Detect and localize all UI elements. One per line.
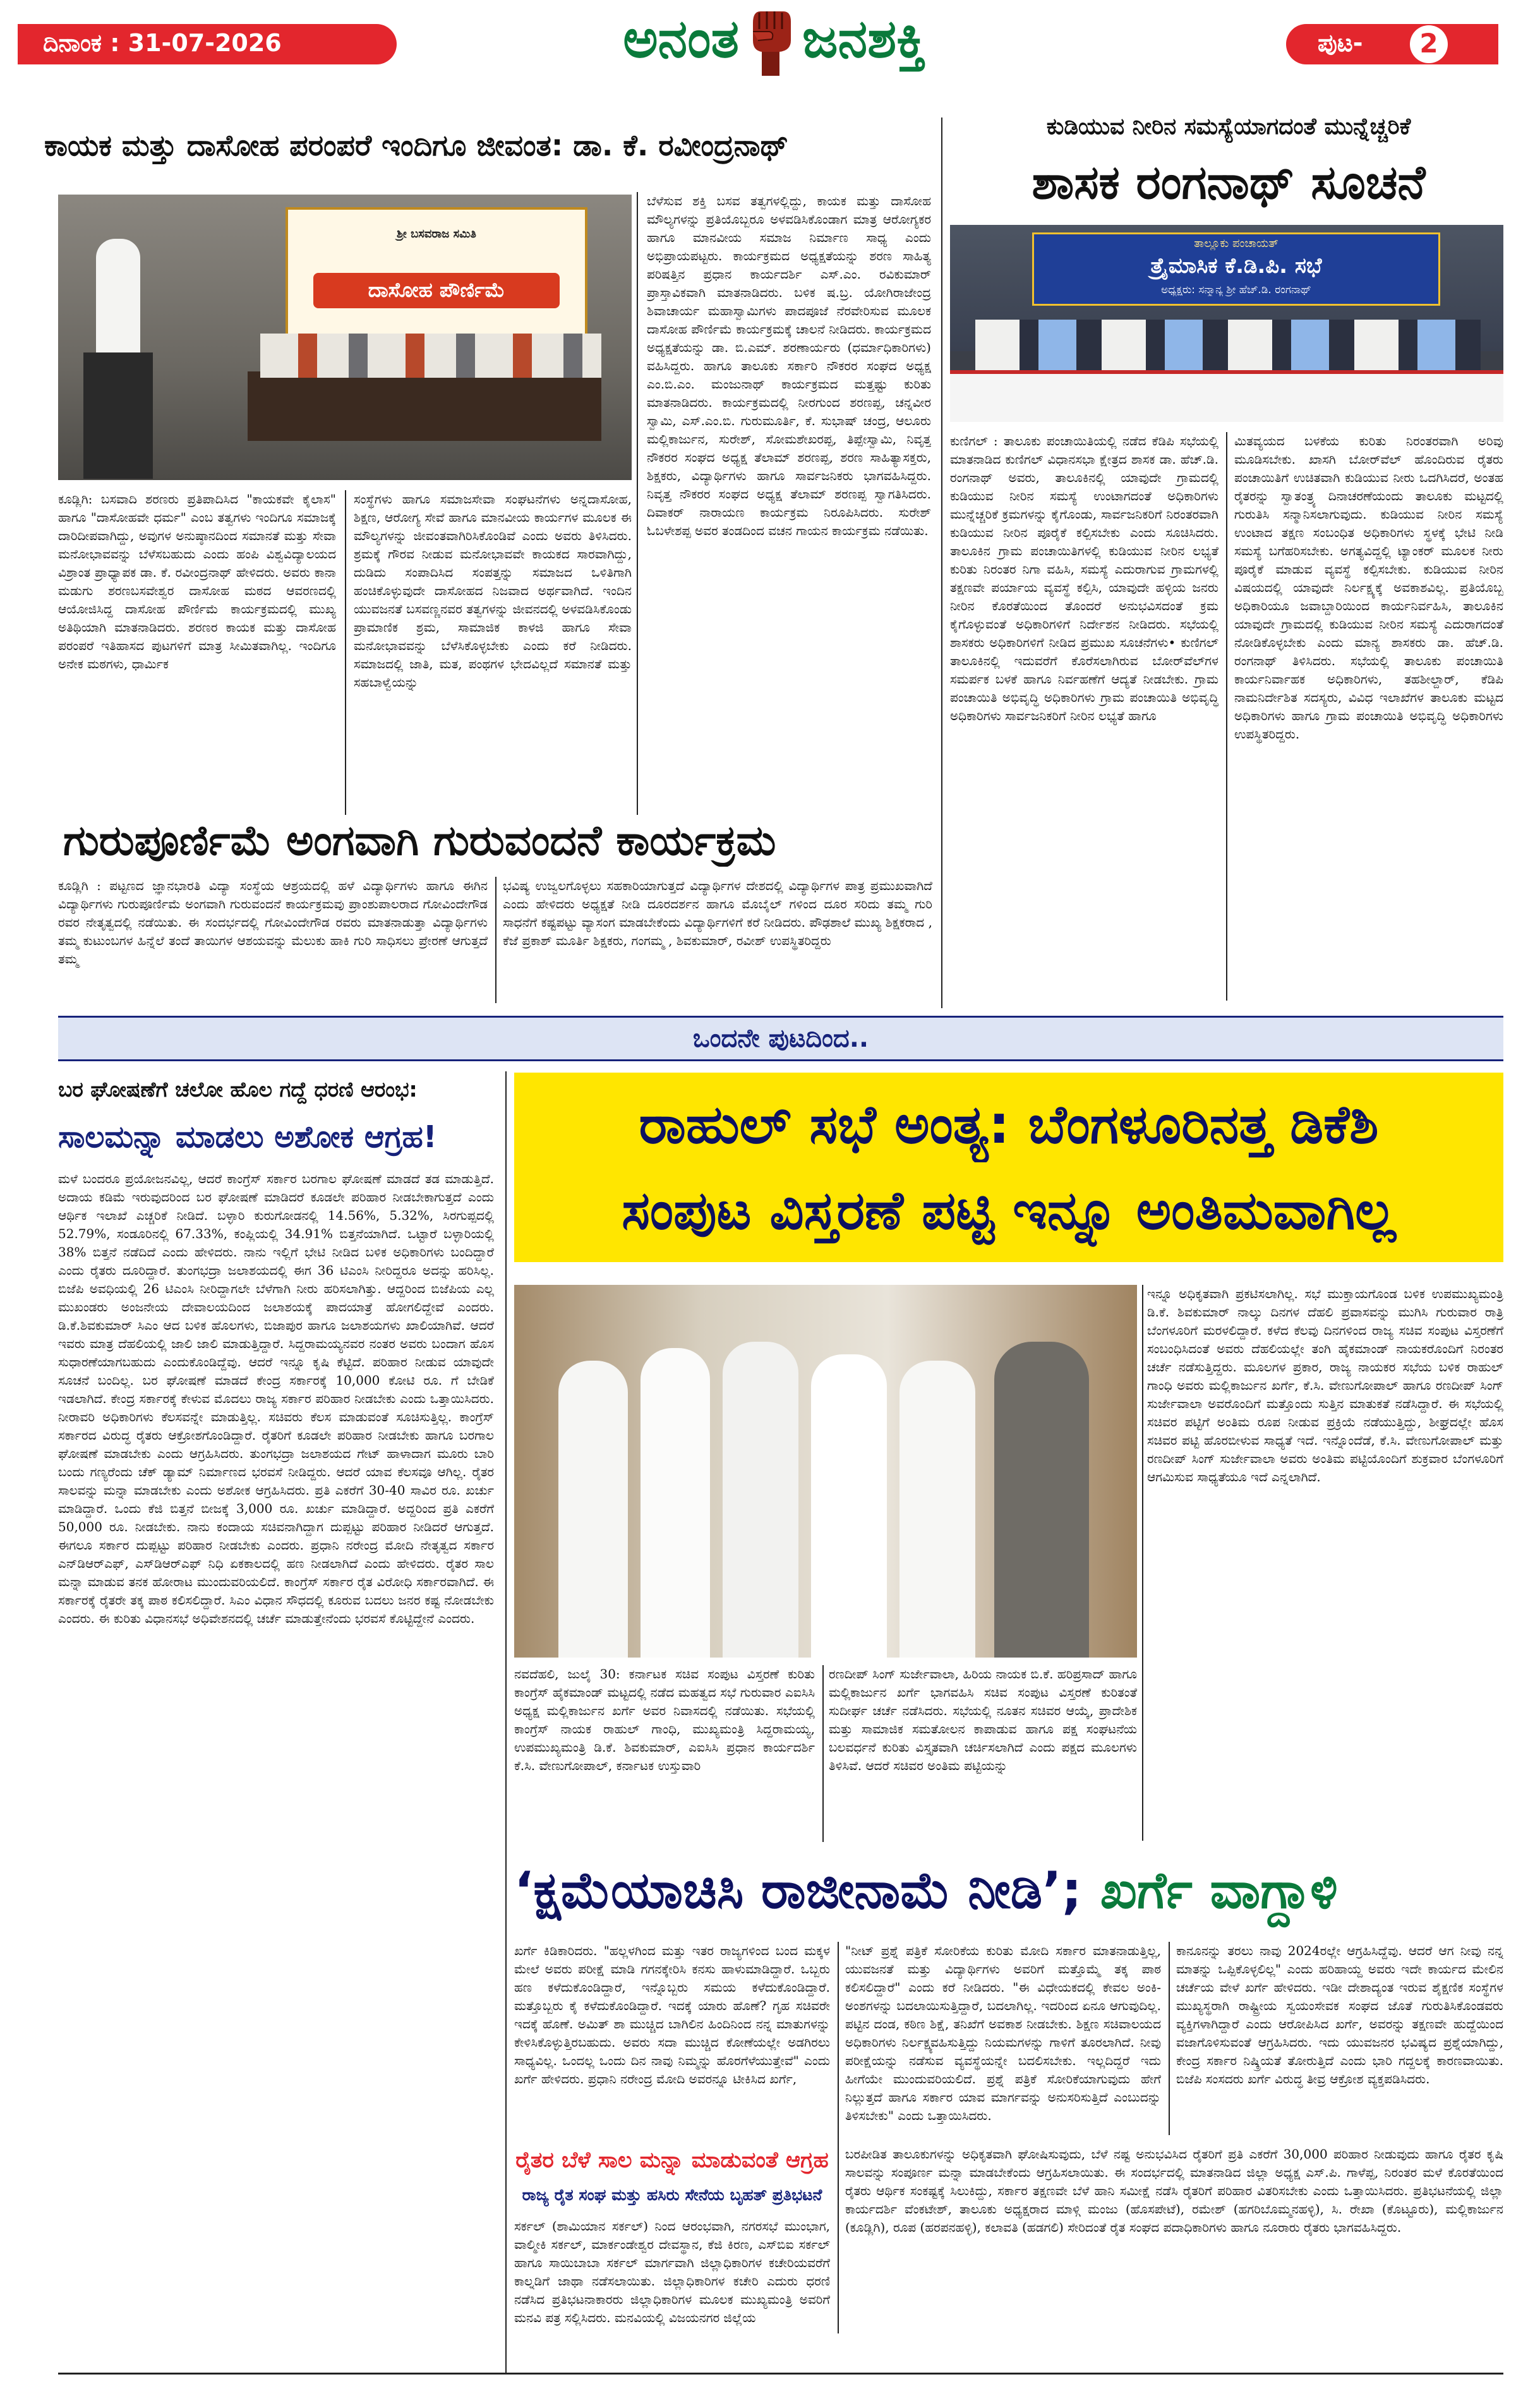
photo-officials [975,320,1481,370]
column-rule [345,490,346,844]
page-number-bar [1286,24,1498,64]
story3-headline: ಶಾಸಕ ರಂಗನಾಥ್ ಸೂಚನೆ [1032,155,1426,210]
logo-left-word: ಅನಂತ [623,8,739,69]
logo [524,4,1017,77]
story6-column-c: ಕಾನೂನನ್ನು ತರಲು ನಾವು 2024ರಲ್ಲೇ ಆಗ್ರಹಿಸಿದ್ದೆವು. ಆದರೆ ಆಗ ನೀವು ನನ್ನ ಮಾತನ್ನು ಒಪ್ಪಿಕೊಳ್ಳಲಿಲ್ಲ" ಎಂದು ಹರಿಹಾಯ್ದ ಅವರು ಇದೇ ಕಾರ್ಯದ ಮೇಲಿನ ಚರ್ಚೆಯ ವೇಳೆ ಖರ್ಗೆ ಹೇಳಿದರು. ಇಡೀ ದೇಶಾದ್ಯಂತ ಇರುವ ಶೈಕ್ಷಣಿಕ ಸಂಸ್ಥೆಗಳ ಮುಖ್ಯಸ್ಥರಾಗಿ ರಾಷ್ಟ್ರೀಯ ಸ್ವಯಂಸೇವಕ ಸಂಘದ ಜೊತೆ ಗುರುತಿಸಿಕೊಂಡವರು ವ್ಯಕ್ತಿಗಳಾಗಿದ್ದಾರೆ ಎಂದು ಆರೋಪಿಸಿದ ಖರ್ಗೆ, ಅವರನ್ನು ತಕ್ಷಣವೇ ಹುದ್ದೆಯಿಂದ ವಜಾಗೊಳಿಸುವಂತೆ ಆಗ್ರಹಿಸಿದರು. ಇದು ಯುವಜನರ ಭವಿಷ್ಯದ ಪ್ರಶ್ನೆಯಾಗಿದ್ದು, ಕೇಂದ್ರ ಸರ್ಕಾರ ನಿಷ್ಕ್ರಿಯತೆ ತೋರುತ್ತಿದೆ ಎಂದು ಭಾರಿ ಗದ್ದಲಕ್ಕೆ ಕಾರಣವಾಯಿತು. ಬಿಜೆಪಿ ಸಂಸದರು ಖರ್ಗೆ ವಿರುದ್ಧ ತೀವ್ರ ಆಕ್ರೋಶ ವ್ಯಕ್ತಪಡಿಸಿದರು. [1176,1943,1503,2086]
story1-photo [58,195,632,480]
story3-column-a: ಕುಣಿಗಲ್ : ತಾಲೂಕು ಪಂಚಾಯಿತಿಯಲ್ಲಿ ನಡೆದ ಕೆಡಿಪಿ ಸಭೆಯಲ್ಲಿ ಮಾತನಾಡಿದ ಕುಣಿಗಲ್ ವಿಧಾನಸಭಾ ಕ್ಷೇತ್ರದ ಶಾಸಕ ಡಾ. ಹೆಚ್.ಡಿ. ರಂಗನಾಥ್ ಅವರು, ತಾಲೂಕಿನಲ್ಲಿ ಯಾವುದೇ ಗ್ರಾಮದಲ್ಲಿ ಕುಡಿಯುವ ನೀರಿನ ಸಮಸ್ಯೆ ಉಂಟಾಗದಂತೆ ಅಧಿಕಾರಿಗಳು ಮುನ್ನೆಚ್ಚರಿಕೆ ಕ್ರಮಗಳನ್ನು ಕೈಗೊಂಡು, ಸಾರ್ವಜನಿಕರಿಗೆ ನಿರಂತರವಾಗಿ ಕುಡಿಯುವ ನೀರಿನ ಪೂರೈಕೆ ಕಲ್ಪಿಸಬೇಕು ಎಂದು ಸೂಚಿಸಿದರು. ತಾಲೂಕಿನ ಗ್ರಾಮ ಪಂಚಾಯಿತಿಗಳಲ್ಲಿ ಕುಡಿಯುವ ನೀರಿನ ಲಭ್ಯತೆ ಕುರಿತು ನಿರಂತರ ನಿಗಾ ವಹಿಸಿ, ಸಮಸ್ಯೆ ಎದುರಾಗುವ ಗ್ರಾಮಗಳಲ್ಲಿ ತಕ್ಷಣವೇ ಪರ್ಯಾಯ ವ್ಯವಸ್ಥೆ ಕಲ್ಪಿಸಿ, ಯಾವುದೇ ಹಳ್ಳಿಯ ಜನರು ನೀರಿನ ಕೊರತೆಯಿಂದ ತೊಂದರೆ ಅನುಭವಿಸದಂತೆ ಕ್ರಮ ಕೈಗೊಳ್ಳುವಂತೆ ಅಧಿಕಾರಿಗಳಿಗೆ ನಿರ್ದೇಶನ ನೀಡಿದರು. ಸಭೆಯಲ್ಲಿ ಶಾಸಕರು ಅಧಿಕಾರಿಗಳಿಗೆ ನೀಡಿದ ಪ್ರಮುಖ ಸೂಚನೆಗಳು• ಕುಣಿಗಲ್ ತಾಲೂಕಿನಲ್ಲಿ ಇದುವರೆಗೆ ಕೊರೆಸಲಾಗಿರುವ ಬೋರ್‌ವೆಲ್‌ಗಳ ಸಮರ್ಪಕ ಬಳಕೆ ಹಾಗೂ ನಿರ್ವಹಣೆಗೆ ಆದ್ಯತೆ ನೀಡಬೇಕು. ಗ್ರಾಮ ಪಂಚಾಯಿತಿ ಅಭಿವೃದ್ಧಿ ಅಧಿಕಾರಿಗಳು ಗ್ರಾಮ ಪಂಚಾಯಿತಿ ಅಭಿವೃದ್ಧಿ ಅಧಿಕಾರಿಗಳು ಸಾರ್ವಜನಿಕರಿಗೆ ನೀರಿನ ಲಭ್ಯತೆ ಹಾಗೂ [950,433,1218,723]
photo-banner-main-text: ದಾಸೋಹ ಪೌರ್ಣಿಮೆ [368,278,505,302]
photo-leader-3 [723,1342,798,1658]
date-bar [18,24,397,64]
story5-headline-line1: ರಾಹುಲ್ ಸಭೆ ಅಂತ್ಯ: ಬೆಂಗಳೂರಿನತ್ತ ಡಿಕೆಶಿ [639,1093,1379,1155]
story4-headline: ಸಾಲಮನ್ನಾ ಮಾಡಲು ಅಶೋಕ ಆಗ್ರಹ! [58,1119,437,1155]
story7-column-a: ಸರ್ಕಲ್ (ಶಾಮಿಯಾನ ಸರ್ಕಲ್) ನಿಂದ ಆರಂಭವಾಗಿ, ನಗರಸಭೆ ಮುಂಭಾಗ, ವಾಲ್ಮೀಕಿ ಸರ್ಕಲ್, ಮಾರ್ಕಂಡೇಶ್ವರ ದೇವಸ್ಥಾನ, ಕೆಜಿ ಕಿರಣ, ಎಸ್‌ಬಿಐ ಸರ್ಕಲ್ ಹಾಗೂ ಸಾಯಿಬಾಬಾ ಸರ್ಕಲ್ ಮಾರ್ಗವಾಗಿ ಜಿಲ್ಲಾಧಿಕಾರಿಗಳ ಕಚೇರಿಯವರೆಗೆ ಕಾಲ್ನಡಿಗೆ ಜಾಥಾ ನಡೆಸಲಾಯಿತು. ಜಿಲ್ಲಾಧಿಕಾರಿಗಳ ಕಚೇರಿ ಎದುರು ಧರಣಿ ನಡೆಸಿದ ಪ್ರತಿಭಟನಾಕಾರರು ಜಿಲ್ಲಾಧಿಕಾರಿಗಳ ಮೂಲಕ ಮುಖ್ಯಮಂತ್ರಿ ಅವರಿಗೆ ಮನವಿ ಪತ್ರ ಸಲ್ಲಿಸಿದರು. ಮನವಿಯಲ್ಲಿ ವಿಜಯನಗರ ಜಿಲ್ಲೆಯ [514,2218,830,2325]
masthead [0,0,1516,80]
story2-headline: ಗುರುಪೂರ್ಣಿಮೆ ಅಂಗವಾಗಿ ಗುರುವಂದನೆ ಕಾರ್ಯಕ್ರಮ [63,815,935,867]
page-number: 2 [1419,28,1438,59]
page-bottom-rule [58,2373,1503,2375]
section-rule [941,117,942,1008]
photo-stage-backdrop [286,207,587,339]
column-rule [1169,1942,1170,2135]
photo-kdp-banner-top: ತಾಲ್ಲೂಕು ಪಂಚಾಯತ್ [1194,237,1278,250]
column-rule [1226,432,1227,1001]
column-rule [1142,1285,1143,1841]
page-number-circle [1410,25,1448,63]
story6-headline [514,1850,1503,1932]
section-rule [505,1071,507,2373]
continuation-banner-text: ಒಂದನೇ ಪುಟದಿಂದ.. [692,1024,869,1053]
photo-leader-6 [994,1342,1089,1658]
story6-headline-rest: ಖರ್ಗೆ ವಾಗ್ದಾಳಿ [1100,1861,1338,1920]
column-rule [822,1665,824,1842]
column-rule [495,877,496,1003]
story4-body: ಮಳೆ ಬಂದರೂ ಪ್ರಯೋಜನವಿಲ್ಲ, ಆದರೆ ಕಾಂಗ್ರೆಸ್ ಸರ್ಕಾರ ಬರಗಾಲ ಘೋಷಣೆ ಮಾಡದೆ ತಡ ಮಾಡುತ್ತಿದೆ. ಅದಾಯ ಕಡಿಮೆ ಇರುವುದರಿಂದ ಬರ ಘೋಷಣೆ ಮಾಡಿದರೆ ಕೂಡಲೇ ಪರಿಹಾರ ನೀಡಬೇಕಾಗುತ್ತದೆ ಎಂದು ಆರ್ಥಿಕ ಇಲಾಖೆ ಎಚ್ಚರಿಕೆ ನೀಡಿದೆ. ಬಳ್ಳಾರಿ ಕುರುಗೋಡನಲ್ಲಿ 14.56%, 5.32%, ಸಿರಗುಪ್ಪದಲ್ಲಿ 52.79%, ಸಂಡೂರಿನಲ್ಲಿ 67.33%, ಕಂಪ್ಲಿಯಲ್ಲಿ 34.91% ಬಿತ್ತನೆಯಾಗಿದೆ. ಒಟ್ಟಾರೆ ಬಳ್ಳಾರಿಯಲ್ಲಿ 38% ಬಿತ್ತನೆ ನಡೆದಿದೆ ಎಂದು ಹೇಳಿದರು. ನಾನು ಇಲ್ಲಿಗೆ ಭೇಟಿ ನೀಡಿದ ಬಳಿಕ ಅಧಿಕಾರಿಗಳು ಬಂದಿದ್ದಾರೆ ಎಂದು ರೈತರು ದೂರಿದ್ದಾರೆ. ತುಂಗಭದ್ರಾ ಜಲಾಶಯದಲ್ಲಿ ಈಗ 36 ಟಿಎಂಸಿ ನೀರಿದ್ದರೂ ಅದನ್ನು ಹರಿಸಿಲ್ಲ. ಬಿಜೆಪಿ ಅವಧಿಯಲ್ಲಿ 26 ಟಿಎಂಸಿ ನೀರಿದ್ದಾಗಲೇ ಬೆಳೆಗಾಗಿ ನೀರು ಹರಿಸಲಾಗಿತ್ತು. ಆದ್ದರಿಂದ ಬಿಜೆಪಿಯ ಎಲ್ಲ ಮುಖಂಡರು ಅಂಜನೇಯ ದೇವಾಲಯದಿಂದ ಜಲಾಶಯಕ್ಕೆ ಪಾದಯಾತ್ರೆ ಹೋಗಲಿದ್ದೇವೆ ಎಂದರು. ಡಿ.ಕೆ.ಶಿವಕುಮಾರ್ ಸಿಎಂ ಆದ ಬಳಿಕ ಹೊಲಗಳು, ಬಿಜಾಪುರ ಹಾಗೂ ಜಲಾಶಯಗಳು ಖಾಲಿಯಾಗಿವೆ. ಆದರೆ ಇವರು ಮಾತ್ರ ದೆಹಲಿಯಲ್ಲಿ ಜಾಲಿ ಜಾಲಿ ಮಾಡುತ್ತಿದ್ದಾರೆ. ಸಿದ್ದರಾಮಯ್ಯನವರ ನಂತರ ಅವರು ಬಂದಾಗ ಹೊಸ ಸುಧಾರಣೆಯಾಗಬಹುದು ಎಂದುಕೊಂಡಿದ್ದೆವು. ಆದರೆ ಇನ್ನೂ ಕೃಷಿ ಕೆಟ್ಟಿದೆ. ಪರಿಹಾರ ನೀಡುವ ಯಾವುದೇ ಸೂಚನೆ ಬಂದಿಲ್ಲ. ಬರ ಘೋಷಣೆ ಮಾಡದೆ ಕೇಂದ್ರ ಸರ್ಕಾರಕ್ಕೆ 10,000 ಕೋಟಿ ರೂ. ಗೆ ಬೇಡಿಕೆ ಇಡಲಾಗಿದೆ. ಕೇಂದ್ರ ಸರ್ಕಾರಕ್ಕೆ ಕೇಳುವ ಮೊದಲು ರಾಜ್ಯ ಸರ್ಕಾರ ಪರಿಹಾರ ನೀಡಬೇಕು ಎಂದು ಒತ್ತಾಯಿಸಿದರು. ನೀರಾವರಿ ಅಧಿಕಾರಿಗಳು ಕೆಲಸವನ್ನೇ ಮಾಡುತ್ತಿಲ್ಲ. ಸಚಿವರು ಕೆಲಸ ಮಾಡುವಂತೆ ಸೂಚಿಸುತ್ತಿಲ್ಲ. ಕಾಂಗ್ರೆಸ್ ಸರ್ಕಾರದ ವಿರುದ್ಧ ರೈತರು ಆಕ್ರೋಶಗೊಂಡಿದ್ದಾರೆ. ರೈತರಿಗೆ ಕೂಡಲೇ ಪರಿಹಾರ ನೀಡಬೇಕು ಹಾಗೂ ಬರಗಾಲ ಘೋಷಣೆ ಮಾಡಬೇಕು ಎಂದು ಆಗ್ರಹಿಸಿದರು. ತುಂಗಭದ್ರಾ ಜಲಾಶಯದ ಗೇಟ್ ಹಾಳಾದಾಗ ಮೂರು ಬಾರಿ ಬಂದು ಗಣ್ಯರೆಂದು ಚೆಕ್ ಡ್ಯಾಮ್ ನಿರ್ಮಾಣದ ಭರವಸೆ ನೀಡಿದ್ದರು. ಆದರೆ ಯಾವ ಕೆಲಸವೂ ಆಗಿಲ್ಲ. ರೈತರ ಸಾಲವನ್ನು ಮನ್ನಾ ಮಾಡಬೇಕು ಎಂದು ಅಶೋಕ ಆಗ್ರಹಿಸಿದರು. ಪ್ರತಿ ಎಕರೆಗೆ 30-40 ಸಾವಿರ ರೂ. ಖರ್ಚು ಮಾಡಿದ್ದಾರೆ. ಒಂದು ಕೆಜಿ ಬಿತ್ತನೆ ಬೀಜಕ್ಕೆ 3,000 ರೂ. ಖರ್ಚು ಮಾಡಿದ್ದಾರೆ. ಅದ್ದರಿಂದ ಪ್ರತಿ ಎಕರೆಗೆ 50,000 ರೂ. ನೀಡಬೇಕು. ನಾನು ಕಂದಾಯ ಸಚಿವನಾಗಿದ್ದಾಗ ದುಪ್ಪಟ್ಟು ಪರಿಹಾರ ನೀಡಿದರೆ ಆಗುತ್ತದೆ. ಈಗಲೂ ಸರ್ಕಾರ ದುಪ್ಪಟ್ಟು ಪರಿಹಾರ ನೀಡಬೇಕು ಎಂದರು. ಪ್ರಧಾನಿ ನರೇಂದ್ರ ಮೋದಿ ನೇತೃತ್ವದ ಸರ್ಕಾರ ಎನ್‌ಡಿಆರ್‌ಎಫ್, ಎಸ್‌ಡಿಆರ್‌ಎಫ್ ನಿಧಿ ಏಕಕಾಲದಲ್ಲಿ ಹಣ ನೀಡಲಾಗಿದೆ ಎಂದು ಹೇಳಿದರು. ರೈತರ ಸಾಲ ಮನ್ನಾ ಮಾಡುವ ತನಕ ಹೋರಾಟ ಮುಂದುವರಿಯಲಿದೆ. ಕಾಂಗ್ರೆಸ್ ಸರ್ಕಾರ ರೈತ ವಿರೋಧಿ ಸರ್ಕಾರವಾಗಿದೆ. ಈ ಸರ್ಕಾರಕ್ಕೆ ರೈತರೇ ತಕ್ಕ ಪಾಠ ಕಲಿಸಲಿದ್ದಾರೆ. ಸಿಎಂ ವಿಧಾನ ಸೌಧದಲ್ಲಿ ಕೂರುವ ಬದಲು ಜನರ ಕಷ್ಟ ನೋಡಬೇಕು ಎಂದರು. ಈ ಕುರಿತು ವಿಧಾನಸಭೆ ಅಧಿವೇಶನದಲ್ಲಿ ಚರ್ಚೆ ಮಾಡುತ್ತೇನೆಂದು ಭರವಸೆ ಕೊಟ್ಟಿದ್ದೇನೆ ಎಂದರು. [58,1171,494,1626]
story5-column-a: ನವದೆಹಲಿ, ಜುಲೈ 30: ಕರ್ನಾಟಕ ಸಚಿವ ಸಂಪುಟ ವಿಸ್ತರಣೆ ಕುರಿತು ಕಾಂಗ್ರೆಸ್ ಹೈಕಮಾಂಡ್ ಮಟ್ಟದಲ್ಲಿ ನಡೆದ ಮಹತ್ವದ ಸಭೆ ಗುರುವಾರ ಎಐಸಿಸಿ ಅಧ್ಯಕ್ಷ ಮಲ್ಲಿಕಾರ್ಜುನ ಖರ್ಗೆ ಅವರ ನಿವಾಸದಲ್ಲಿ ನಡೆಯಿತು. ಸಭೆಯಲ್ಲಿ ಕಾಂಗ್ರೆಸ್ ನಾಯಕ ರಾಹುಲ್ ಗಾಂಧಿ, ಮುಖ್ಯಮಂತ್ರಿ ಸಿದ್ದರಾಮಯ್ಯ, ಉಪಮುಖ್ಯಮಂತ್ರಿ ಡಿ.ಕೆ. ಶಿವಕುಮಾರ್, ಎಐಸಿಸಿ ಪ್ರಧಾನ ಕಾರ್ಯದರ್ಶಿ ಕೆ.ಸಿ. ವೇಣುಗೋಪಾಲ್, ಕರ್ನಾಟಕ ಉಸ್ತುವಾರಿ [514,1666,815,1773]
photo-banner-top-text: ಶ್ರೀ ಬಸವರಾಜ ಸಮಿತಿ [397,227,476,241]
photo-leader-5 [899,1361,975,1658]
story6-column-a: ಖರ್ಗೆ ಕಿಡಿಕಾರಿದರು. "ಹಲ್ಲಳಗಿಂದ ಮತ್ತು ಇತರ ರಾಜ್ಯಗಳಿಂದ ಬಂದ ಮಕ್ಕಳ ಮೇಲೆ ಅವರು ಪರೀಕ್ಷೆ ಮಾಡಿ ಗಗನಕ್ಕೇರಿಸಿ ಕನಸು ಹಾಳುಮಾಡಿದ್ದಾರೆ. ಒಬ್ಬರು ಹಣ ಕಳೆದುಕೊಂಡಿದ್ದಾರೆ, ಇನ್ನೊಬ್ಬರು ಸಮಯ ಕಳೆದುಕೊಂಡಿದ್ದಾರೆ. ಮತ್ತೊಬ್ಬರು ಕೈ ಕಳೆದುಕೊಂಡಿದ್ದಾರೆ. ಇದಕ್ಕೆ ಯಾರು ಹೊಣೆ? ಗೃಹ ಸಚಿವರೇ ಇದಕ್ಕೆ ಹೊಣೆ. ಅಮಿತ್ ಶಾ ಮುಚ್ಚಿದ ಬಾಗಿಲಿನ ಹಿಂದಿನಿಂದ ನನ್ನ ಮಾತುಗಳನ್ನು ಕೇಳಿಸಿಕೊಳ್ಳುತ್ತಿರಬಹುದು. ಅವರು ಸದಾ ಮುಚ್ಚಿದ ಕೋಣೆಯಲ್ಲೇ ಅಡಗಿರಲು ಸಾಧ್ಯವಿಲ್ಲ. ಒಂದಲ್ಲ ಒಂದು ದಿನ ನಾವು ನಿಮ್ಮನ್ನು ಹೊರಗೆಳೆಯುತ್ತೇವೆ" ಎಂದು ಖರ್ಗೆ ಹೇಳಿದರು. ಪ್ರಧಾನಿ ನರೇಂದ್ರ ಮೋದಿ ಅವರನ್ನೂ ಟೀಕಿಸಿದ ಖರ್ಗೆ, [514,1943,830,2086]
story5-photo [514,1285,1137,1658]
photo-banner-strip [313,273,560,308]
story1-right-column: ಬೆಳೆಸುವ ಶಕ್ತಿ ಬಸವ ತತ್ವಗಳಲ್ಲಿದ್ದು, ಕಾಯಕ ಮತ್ತು ದಾಸೋಹ ಮೌಲ್ಯಗಳನ್ನು ಪ್ರತಿಯೊಬ್ಬರೂ ಅಳವಡಿಸಿಕೊಂಡಾಗ ಮಾತ್ರ ಆರೋಗ್ಯಕರ ಹಾಗೂ ಮಾನವೀಯ ಸಮಾಜ ನಿರ್ಮಾಣ ಸಾಧ್ಯ ಎಂದು ಅಭಿಪ್ರಾಯಪಟ್ಟರು. ಕಾರ್ಯಕ್ರಮದ ಅಧ್ಯಕ್ಷತೆಯನ್ನು ಶರಣ ಸಾಹಿತ್ಯ ಪರಿಷತ್ತಿನ ಪ್ರಧಾನ ಕಾರ್ಯದರ್ಶಿ ಎಸ್.ಎಂ. ರವಿಕುಮಾರ್ ಪ್ರಾಸ್ತಾವಿಕವಾಗಿ ಮಾತನಾಡಿದರು. ಬಳಿಕ ಷ.ಬ್ರ. ಯೋಗಿರಾಜೇಂದ್ರ ಶಿವಾಚಾರ್ಯ ಮಹಾಸ್ವಾಮಿಗಳು ಪಾದಪೂಜೆ ನೆರವೇರಿಸುವ ಮೂಲಕ ದಾಸೋಹ ಪೌರ್ಣಿಮೆ ಕಾರ್ಯಕ್ರಮಕ್ಕೆ ಚಾಲನೆ ನೀಡಿದರು. ಕಾರ್ಯಕ್ರಮದ ಅಧ್ಯಕ್ಷತೆಯನ್ನು ಡಾ. ಬಿ.ಎಮ್. ಶರಣಾರ್ಯರು (ಧರ್ಮಾಧಿಕಾರಿಗಳು) ವಹಿಸಿದ್ದರು. ಹಾಗೂ ತಾಲೂಕು ಸರ್ಕಾರಿ ನೌಕರರ ಸಂಘದ ಅಧ್ಯಕ್ಷ ಎಂ.ಬಿ.ಎಂ. ಮಂಜುನಾಥ್ ಕಾರ್ಯಕ್ರಮದ ಮತ್ತಷ್ಟು ಕುರಿತು ಮಾತನಾಡಿದರು. ಕಾರ್ಯಕ್ರಮದಲ್ಲಿ ನೀರಗುಂದ ಶರಣಪ್ಪ, ಚನ್ನವೀರ ಸ್ವಾಮಿ, ಎಸ್.ಎಂ.ಬಿ. ಗುರುಮೂರ್ತಿ, ಕೆ. ಸುಭಾಷ್ ಚಂದ್ರ, ಆಲೂರು ಮಲ್ಲಿಕಾರ್ಜುನ, ಸುರೇಶ್, ಸೋಮಶೇಖರಪ್ಪ, ತಿಪ್ಪೇಸ್ವಾಮಿ, ನಿವೃತ್ತ ನೌಕರರ ಸಂಘದ ಅಧ್ಯಕ್ಷ ತೆಲಾಮ್ ಶರಣಪ್ಪ, ಶರಣ ಸಾಹಿತ್ಯಾಸಕ್ತರು, ಶಿಕ್ಷಕರು, ವಿದ್ಯಾರ್ಥಿಗಳು ಹಾಗೂ ಸಾರ್ವಜನಿಕರು ಭಾಗವಹಿಸಿದ್ದರು. ನಿವೃತ್ತ ನೌಕರರ ಸಂಘದ ಅಧ್ಯಕ್ಷ ತೆಲಾಮ್ ಶರಣಪ್ಪ ಸ್ವಾಗತಿಸಿದರು. ದಿವಾಕರ್ ನಾರಾಯಣ ಕಾರ್ಯಕ್ರಮ ನಿರೂಪಿಸಿದರು. ಸುರೇಶ್ ಓಬಳೇಶಪ್ಪ ಅವರ ತಂಡದಿಂದ ವಚನ ಗಾಯನ ಕಾರ್ಯಕ್ರಮ ನಡೆಯಿತು. [647,193,931,538]
story3-photo [950,225,1503,422]
story4-kicker: ಬರ ಘೋಷಣೆಗೆ ಚಲೋ ಹೊಲ ಗದ್ದೆ ಧರಣಿ ಆರಂಭ: [58,1077,418,1102]
story6-headline-quote: ‘ಕ್ಷಮೆಯಾಚಿಸಿ ರಾಜೀನಾಮೆ ನೀಡಿ’; [514,1861,1082,1920]
continuation-banner [58,1016,1503,1061]
story1-column-b: ಸಂಸ್ಥೆಗಳು ಹಾಗೂ ಸಮಾಜಸೇವಾ ಸಂಘಟನೆಗಳು ಅನ್ನದಾಸೋಹ, ಶಿಕ್ಷಣ, ಆರೋಗ್ಯ ಸೇವೆ ಹಾಗೂ ಮಾನವೀಯ ಕಾರ್ಯಗಳ ಮೂಲಕ ಈ ಮೌಲ್ಯಗಳನ್ನು ಜೀವಂತವಾಗಿರಿಸಿಕೊಂಡಿವೆ ಎಂದು ಅವರು ತಿಳಿಸಿದರು. ಶ್ರಮಕ್ಕೆ ಗೌರವ ನೀಡುವ ಮನೋಭಾವವೇ ಕಾಯಕದ ಸಾರವಾಗಿದ್ದು, ದುಡಿದು ಸಂಪಾದಿಸಿದ ಸಂಪತ್ತನ್ನು ಸಮಾಜದ ಒಳಿತಿಗಾಗಿ ಹಂಚಿಕೊಳ್ಳುವುದೇ ದಾಸೋಹದ ನಿಜವಾದ ಅರ್ಥವಾಗಿದೆ. ಇಂದಿನ ಯುವಜನತೆ ಬಸವಣ್ಣನವರ ತತ್ವಗಳನ್ನು ಜೀವನದಲ್ಲಿ ಅಳವಡಿಸಿಕೊಂಡು ಪ್ರಾಮಾಣಿಕ ಶ್ರಮ, ಸಾಮಾಜಿಕ ಕಾಳಜಿ ಹಾಗೂ ಸೇವಾ ಮನೋಭಾವವನ್ನು ಬೆಳೆಸಿಕೊಳ್ಳಬೇಕು ಎಂದು ಕರೆ ನೀಡಿದರು. ಸಮಾಜದಲ್ಲಿ ಜಾತಿ, ಮತ, ಪಂಥಗಳ ಭೇದವಿಲ್ಲದೆ ಸಮಾನತೆ ಮತ್ತು ಸಹಬಾಳ್ವೆಯನ್ನು [354,491,632,690]
photo-kdp-banner-main: ತ್ರೈಮಾಸಿಕ ಕೆ.ಡಿ.ಪಿ. ಸಭೆ [1150,253,1322,279]
photo-podium [83,352,153,479]
photo-leader-2 [641,1348,710,1658]
story5-column-c: ಇನ್ನೂ ಅಧಿಕೃತವಾಗಿ ಪ್ರಕಟಿಸಲಾಗಿಲ್ಲ. ಸಭೆ ಮುಕ್ತಾಯಗೊಂಡ ಬಳಿಕ ಉಪಮುಖ್ಯಮಂತ್ರಿ ಡಿ.ಕೆ. ಶಿವಕುಮಾರ್ ನಾಲ್ಕು ದಿನಗಳ ದೆಹಲಿ ಪ್ರವಾಸವನ್ನು ಮುಗಿಸಿ ಗುರುವಾರ ರಾತ್ರಿ ಬೆಂಗಳೂರಿಗೆ ಮರಳಲಿದ್ದಾರೆ. ಕಳೆದ ಕೆಲವು ದಿನಗಳಿಂದ ರಾಜ್ಯ ಸಚಿವ ಸಂಪುಟ ವಿಸ್ತರಣೆಗೆ ಸಂಬಂಧಿಸಿದಂತೆ ಅವರು ದೆಹಲಿಯಲ್ಲೇ ತಂಗಿ ಹೈಕಮಾಂಡ್ ನಾಯಕರೊಂದಿಗೆ ನಿರಂತರ ಚರ್ಚೆ ನಡೆಸುತ್ತಿದ್ದರು. ಮೂಲಗಳ ಪ್ರಕಾರ, ರಾಜ್ಯ ನಾಯಕರ ಸಭೆಯ ಬಳಿಕ ರಾಹುಲ್ ಗಾಂಧಿ ಅವರು ಮಲ್ಲಿಕಾರ್ಜುನ ಖರ್ಗೆ, ಕೆ.ಸಿ. ವೇಣುಗೋಪಾಲ್ ಹಾಗೂ ರಣದೀಪ್ ಸಿಂಗ್ ಸುರ್ಜೇವಾಲಾ ಅವರೊಂದಿಗೆ ಮತ್ತೊಂದು ಸುತ್ತಿನ ಮಾತುಕತೆ ನಡೆಸಿದ್ದಾರೆ. ಈ ಸಭೆಯಲ್ಲಿ ಸಚಿವರ ಪಟ್ಟಿಗೆ ಅಂತಿಮ ರೂಪ ನೀಡುವ ಪ್ರಕ್ರಿಯೆ ನಡೆಯುತ್ತಿದ್ದು, ಶೀಘ್ರದಲ್ಲೇ ಹೊಸ ಸಚಿವರ ಪಟ್ಟಿ ಹೊರಬೀಳುವ ಸಾಧ್ಯತೆ ಇದೆ. ಇನ್ನೊಂದೆಡೆ, ಕೆ.ಸಿ. ವೇಣುಗೋಪಾಲ್ ಮತ್ತು ರಣದೀಪ್ ಸಿಂಗ್ ಸುರ್ಜೇವಾಲಾ ಅವರು ಅಂತಿಮ ಪಟ್ಟಿಯೊಂದಿಗೆ ಶುಕ್ರವಾರ ಬೆಂಗಳೂರಿಗೆ ಆಗಮಿಸುವ ಸಾಧ್ಯತೆಯೂ ಇದೆ ಎನ್ನಲಾಗಿದೆ. [1147,1286,1503,1484]
photo-table-cloth [950,370,1503,422]
date-label: ದಿನಾಂಕ : 31-07-2026 [43,29,282,57]
story7-subhead: ರಾಜ್ಯ ರೈತ ಸಂಘ ಮತ್ತು ಹಸಿರು ಸೇನೆಯ ಬೃಹತ್ ಪ್ರತಿಭಟನೆ [522,2186,822,2204]
column-rule [838,1942,839,2333]
story3-column-b: ಮಿತವ್ಯಯದ ಬಳಕೆಯ ಕುರಿತು ನಿರಂತರವಾಗಿ ಅರಿವು ಮೂಡಿಸಬೇಕು. ಖಾಸಗಿ ಬೋರ್‌ವೆಲ್ ಹೊಂದಿರುವ ರೈತರು ಪಂಚಾಯಿತಿಗೆ ಉಚಿತವಾಗಿ ಕುಡಿಯುವ ನೀರು ಒದಗಿಸಿದರೆ, ಅಂತಹ ರೈತರನ್ನು ಸ್ವಾತಂತ್ರ್ಯ ದಿನಾಚರಣೆಯಂದು ತಾಲೂಕು ಮಟ್ಟದಲ್ಲಿ ಗುರುತಿಸಿ ಸನ್ಮಾನಿಸಲಾಗುವುದು. ಕುಡಿಯುವ ನೀರಿನ ಸಮಸ್ಯೆ ಉಂಟಾದ ತಕ್ಷಣ ಸಂಬಂಧಿತ ಅಧಿಕಾರಿಗಳು ಸ್ಥಳಕ್ಕೆ ಭೇಟಿ ನೀಡಿ ಸಮಸ್ಯೆ ಬಗೆಹರಿಸಬೇಕು. ಅಗತ್ಯವಿದ್ದಲ್ಲಿ ಟ್ಯಾಂಕರ್ ಮೂಲಕ ನೀರು ಪೂರೈಕೆ ಮಾಡುವ ವ್ಯವಸ್ಥೆ ಕಲ್ಪಿಸಬೇಕು. ಕುಡಿಯುವ ನೀರಿನ ವಿಷಯದಲ್ಲಿ ಯಾವುದೇ ನಿರ್ಲಕ್ಷ್ಯಕ್ಕೆ ಅವಕಾಶವಿಲ್ಲ. ಪ್ರತಿಯೊಬ್ಬ ಅಧಿಕಾರಿಯೂ ಜವಾಬ್ದಾರಿಯಿಂದ ಕಾರ್ಯನಿರ್ವಹಿಸಿ, ತಾಲೂಕಿನ ಯಾವುದೇ ಗ್ರಾಮದಲ್ಲಿ ಕುಡಿಯುವ ನೀರಿನ ಸಮಸ್ಯೆ ಎದುರಾಗದಂತೆ ನೋಡಿಕೊಳ್ಳಬೇಕು ಎಂದು ಮಾನ್ಯ ಶಾಸಕರು ಡಾ. ಹೆಚ್.ಡಿ. ರಂಗನಾಥ್ ತಿಳಿಸಿದರು. ಸಭೆಯಲ್ಲಿ ತಾಲೂಕು ಪಂಚಾಯಿತಿ ಕಾರ್ಯನಿರ್ವಾಹಕ ಅಧಿಕಾರಿಗಳು, ತಹಶೀಲ್ದಾರ್, ಕೆಡಿಪಿ ನಾಮನಿರ್ದೇಶಿತ ಸದಸ್ಯರು, ವಿವಿಧ ಇಲಾಖೆಗಳ ತಾಲೂಕು ಮಟ್ಟದ ಅಧಿಕಾರಿಗಳು ಹಾಗೂ ಗ್ರಾಮ ಪಂಚಾಯಿತಿ ಅಭಿವೃದ್ಧಿ ಅಧಿಕಾರಿಗಳು ಉಪಸ್ಥಿತರಿದ್ದರು. [1234,433,1503,742]
story7-column-b: ಬರಪೀಡಿತ ತಾಲೂಕುಗಳನ್ನು ಅಧಿಕೃತವಾಗಿ ಘೋಷಿಸುವುದು, ಬೆಳೆ ನಷ್ಟ ಅನುಭವಿಸಿದ ರೈತರಿಗೆ ಪ್ರತಿ ಎಕರೆಗೆ 30,000 ಪರಿಹಾರ ನೀಡುವುದು ಹಾಗೂ ರೈತರ ಕೃಷಿ ಸಾಲವನ್ನು ಸಂಪೂರ್ಣ ಮನ್ನಾ ಮಾಡಬೇಕೆಂದು ಆಗ್ರಹಿಸಲಾಯಿತು. ಈ ಸಂದರ್ಭದಲ್ಲಿ ಮಾತನಾಡಿದ ಜಿಲ್ಲಾ ಅಧ್ಯಕ್ಷ ಎಸ್.ಪಿ. ಗಾಳೆಪ್ಪ, ನಿರಂತರ ಮಳೆ ಕೊರತೆಯಿಂದ ರೈತರು ಆರ್ಥಿಕ ಸಂಕಷ್ಟಕ್ಕೆ ಸಿಲುಕಿದ್ದು, ಸರ್ಕಾರ ತಕ್ಷಣವೇ ಬೆಳೆ ಹಾನಿ ಸಮೀಕ್ಷೆ ನಡೆಸಿ ರೈತರಿಗೆ ಪರಿಹಾರ ವಿತರಿಸಬೇಕು ಎಂದು ಒತ್ತಾಯಿಸಿದರು. ಪ್ರತಿಭಟನೆಯಲ್ಲಿ ಜಿಲ್ಲಾ ಕಾರ್ಯದರ್ಶಿ ವೆಂಕಟೇಶ್, ತಾಲೂಕು ಅಧ್ಯಕ್ಷರಾದ ಮಾಳ್ಗಿ ಮಂಜು (ಹೊಸಪೇಟೆ), ರಮೇಶ್ (ಹಗರಿಬೊಮ್ಮನಹಳ್ಳಿ), ಸಿ. ರೇಖಾ (ಕೊಟ್ಟೂರು), ಮಲ್ಲಿಕಾರ್ಜುನ (ಕೂಡ್ಲಿಗಿ), ರೂಪ (ಹರಪನಹಳ್ಳಿ), ಕಲಾವತಿ (ಹಡಗಲಿ) ಸೇರಿದಂತೆ ರೈತ ಸಂಘದ ಪದಾಧಿಕಾರಿಗಳು ಹಾಗೂ ನೂರಾರು ರೈತರು ಭಾಗವಹಿಸಿದ್ದರು. [845,2146,1503,2235]
story6-column-b: "ನೀಟ್ ಪ್ರಶ್ನೆ ಪತ್ರಿಕೆ ಸೋರಿಕೆಯ ಕುರಿತು ಮೋದಿ ಸರ್ಕಾರ ಮಾತನಾಡುತ್ತಿಲ್ಲ, ಯುವಜನತೆ ಮತ್ತು ವಿದ್ಯಾರ್ಥಿಗಳು ಅವರಿಗೆ ಮತ್ತೊಮ್ಮೆ ತಕ್ಕ ಪಾಠ ಕಲಿಸಲಿದ್ದಾರೆ" ಎಂದು ಕರೆ ನೀಡಿದರು. "ಈ ವಿಧೇಯಕದಲ್ಲಿ ಕೇವಲ ಅಂಕಿ-ಅಂಶಗಳನ್ನು ಬದಲಾಯಿಸುತ್ತಿದ್ದಾರೆ, ಬದಲಾಗಿಲ್ಲ. ಇದರಿಂದ ಏನೂ ಆಗುವುದಿಲ್ಲ. ಪಟ್ಟಿನ ದಂಡ, ಕಠಿಣ ಶಿಕ್ಷೆ, ತನಿಖೆಗೆ ಅವಕಾಶ ನೀಡಬೇಕು. ಶಿಕ್ಷಣ ಸಚಿವಾಲಯದ ಅಧಿಕಾರಿಗಳು ನಿರ್ಲಕ್ಷ್ಯವಹಿಸುತ್ತಿದ್ದು ನಿಯಮಗಳನ್ನು ಗಾಳಿಗೆ ತೂರಲಾಗಿದೆ. ನೀವು ಪರೀಕ್ಷೆಯನ್ನು ನಡೆಸುವ ವ್ಯವಸ್ಥೆಯನ್ನೇ ಬದಲಿಸಬೇಕು. ಇಲ್ಲದಿದ್ದರೆ ಇದು ಹೀಗೆಯೇ ಮುಂದುವರಿಯಲಿದೆ. ಪ್ರಶ್ನೆ ಪತ್ರಿಕೆ ಸೋರಿಕೆಯಾಗುವುದು ಹೇಗೆ ನಿಲ್ಲುತ್ತದೆ ಹಾಗೂ ಸರ್ಕಾರ ಯಾವ ಮಾರ್ಗವನ್ನು ಅನುಸರಿಸುತ್ತಿದೆ ಎಂಬುದನ್ನು ತಿಳಿಸಬೇಕು" ಎಂದು ಒತ್ತಾಯಿಸಿದರು. [845,1943,1161,2123]
photo-leader-1 [558,1361,628,1658]
logo-right-word: ಜನಶಕ್ತಿ [802,8,926,69]
photo-kdp-banner-sub: ಅಧ್ಯಕ್ಷರು: ಸನ್ಮಾನ್ಯ ಶ್ರೀ ಹೆಚ್.ಡಿ. ರಂಗನಾಥ್ [1161,284,1311,296]
story5-column-b: ರಣದೀಪ್ ಸಿಂಗ್ ಸುರ್ಜೇವಾಲಾ, ಹಿರಿಯ ನಾಯಕ ಬಿ.ಕೆ. ಹರಿಪ್ರಸಾದ್ ಹಾಗೂ ಮಲ್ಲಿಕಾರ್ಜುನ ಖರ್ಗೆ ಭಾಗವಹಿಸಿ ಸಚಿವ ಸಂಪುಟ ವಿಸ್ತರಣೆ ಕುರಿತಂತೆ ಸುದೀರ್ಘ ಚರ್ಚೆ ನಡೆಸಿದರು. ಸಭೆಯಲ್ಲಿ ನೂತನ ಸಚಿವರ ಆಯ್ಕೆ, ಪ್ರಾದೇಶಿಕ ಮತ್ತು ಸಾಮಾಜಿಕ ಸಮತೋಲನ ಕಾಪಾಡುವ ಹಾಗೂ ಪಕ್ಷ ಸಂಘಟನೆಯ ಬಲವರ್ಧನೆ ಕುರಿತು ವಿಸ್ತೃತವಾಗಿ ಚರ್ಚಿಸಲಾಗಿದೆ ಎಂದು ಪಕ್ಷದ ಮೂಲಗಳು ತಿಳಿಸಿವೆ. ಆದರೆ ಸಚಿವರ ಅಂತಿಮ ಪಟ್ಟಿಯನ್ನು [829,1666,1137,1773]
photo-leader-4 [811,1354,887,1658]
story2-column-a: ಕೂಡ್ಲಿಗಿ : ಪಟ್ಟಣದ ಜ್ಞಾನಭಾರತಿ ವಿದ್ಯಾ ಸಂಸ್ಥೆಯ ಆಶ್ರಯದಲ್ಲಿ ಹಳೆ ವಿದ್ಯಾರ್ಥಿಗಳು ಹಾಗೂ ಈಗಿನ ವಿದ್ಯಾರ್ಥಿಗಳು ಗುರುಪೂರ್ಣಿಮೆ ಅಂಗವಾಗಿ ಗುರುವಂದನೆ ಕಾರ್ಯಕ್ರಮವು ಪ್ರಾಂಶುಪಾಲರಾದ ಗೋವಿಂದೇಗೌಡ ರವರ ನೇತೃತ್ವದಲ್ಲಿ ನಡೆಯಿತು. ಈ ಸಂದರ್ಭದಲ್ಲಿ ಗೋವಿಂದೇಗೌಡ ರವರು ಮಾತನಾಡುತ್ತಾ ವಿದ್ಯಾರ್ಥಿಗಳು ತಮ್ಮ ಕುಟುಂಬಗಳ ಹಿನ್ನೆಲೆ ತಂದೆ ತಾಯಿಗಳ ಆಶಯವನ್ನು ಮೆಲುಕು ಹಾಕಿ ಗುರಿ ಸಾಧಿಸಲು ಪ್ರೇರಣೆ ಆಗುತ್ತದೆ ತಮ್ಮ [58,878,488,966]
story5-headline-box [514,1073,1503,1262]
raised-fist-logo-icon [744,4,797,76]
story7-headline: ರೈತರ ಬೆಳೆ ಸಾಲ ಮನ್ನಾ ಮಾಡುವಂತೆ ಆಗ್ರಹ [515,2148,829,2173]
column-rule [637,192,638,855]
story1-column-a: ಕೂಡ್ಲಿಗಿ: ಬಸವಾದಿ ಶರಣರು ಪ್ರತಿಪಾದಿಸಿದ "ಕಾಯಕವೇ ಕೈಲಾಸ" ಹಾಗೂ "ದಾಸೋಹವೇ ಧರ್ಮ" ಎಂಬ ತತ್ವಗಳು ಇಂದಿಗೂ ಸಮಾಜಕ್ಕೆ ದಾರಿದೀಪವಾಗಿದ್ದು, ಅವುಗಳ ಅನುಷ್ಠಾನದಿಂದ ಸಮಾನತೆ ಮತ್ತು ಸೇವಾ ಮನೋಭಾವವನ್ನು ಬೆಳೆಸಬಹುದು ಎಂದು ಹಂಪಿ ವಿಶ್ವವಿದ್ಯಾಲಯದ ವಿಶ್ರಾಂತ ಪ್ರಾಧ್ಯಾಪಕ ಡಾ. ಕೆ. ರವೀಂದ್ರನಾಥ್ ಹೇಳಿದರು. ಅವರು ಕಾನಾ ಮಡುಗು ಶರಣಬಸವೇಶ್ವರ ದಾಸೋಹ ಮಠದ ಆವರಣದಲ್ಲಿ ಆಯೋಜಿಸಿದ್ದ ದಾಸೋಹ ಪೌರ್ಣಿಮೆ ಕಾರ್ಯಕ್ರಮದಲ್ಲಿ ಮುಖ್ಯ ಅತಿಥಿಯಾಗಿ ಮಾತನಾಡಿದರು. ಶರಣರ ಕಾಯಕ ಮತ್ತು ದಾಸೋಹ ಪರಂಪರೆ ಇತಿಹಾಸದ ಪುಟಗಳಿಗೆ ಮಾತ್ರ ಸೀಮಿತವಾಗಿಲ್ಲ. ಇಂದಿಗೂ ಅನೇಕ ಮಠಗಳು, ಧಾರ್ಮಿಕ [58,491,336,671]
story2-column-b: ಭವಿಷ್ಯ ಉಜ್ವಲಗೊಳ್ಳಲು ಸಹಕಾರಿಯಾಗುತ್ತದೆ ವಿದ್ಯಾರ್ಥಿಗಳ ದೇಶದಲ್ಲಿ ವಿದ್ಯಾರ್ಥಿಗಳ ಪಾತ್ರ ಪ್ರಮುಖವಾಗಿದೆ ಎಂದು ಹೇಳಿದರು ಅಧ್ಯಕ್ಷತೆ ನೀಡಿ ದೂರದರ್ಶನ ಹಾಗೂ ಮೊಬೈಲ್ ಗಳಿಂದ ದೂರ ಸರಿದು ತಮ್ಮ ಗುರಿ ಸಾಧನೆಗೆ ಕಷ್ಟಪಟ್ಟು ವ್ಯಾಸಂಗ ಮಾಡಬೇಕೆಂದು ವಿದ್ಯಾರ್ಥಿಗಳಿಗೆ ಕರೆ ನೀಡಿದರು. ಪೌಢಶಾಲೆ ಮುಖ್ಯ ಶಿಕ್ಷಕರಾದ , ಕೆಜೆ ಪ್ರಕಾಶ್ ಮೂರ್ತಿ ಶಿಕ್ಷಕರು, ಗಂಗಮ್ಮ , ಶಿವಕುಮಾರ್, ರವೀಶ್ ಉಪಸ್ಥಿತರಿದ್ದರು [503,878,932,948]
story5-headline-line2: ಸಂಪುಟ ವಿಸ್ತರಣೆ ಪಟ್ಟಿ ಇನ್ನೂ ಅಂತಿಮವಾಗಿಲ್ಲ [622,1179,1396,1241]
photo-guests [260,334,601,378]
story1-headline: ಕಾಯಕ ಮತ್ತು ದಾಸೋಹ ಪರಂಪರೆ ಇಂದಿಗೂ ಜೀವಂತ: ಡಾ. ಕೆ. ರವೀಂದ್ರನಾಥ್ [44,128,789,162]
page-word: ಪುಟ- [1318,29,1363,57]
story3-kicker: ಕುಡಿಯುವ ನೀರಿನ ಸಮಸ್ಯೆಯಾಗದಂತೆ ಮುನ್ನೆಚ್ಚರಿಕೆ [1046,114,1411,140]
photo-table [248,371,601,441]
photo-kdp-banner [1032,232,1440,306]
